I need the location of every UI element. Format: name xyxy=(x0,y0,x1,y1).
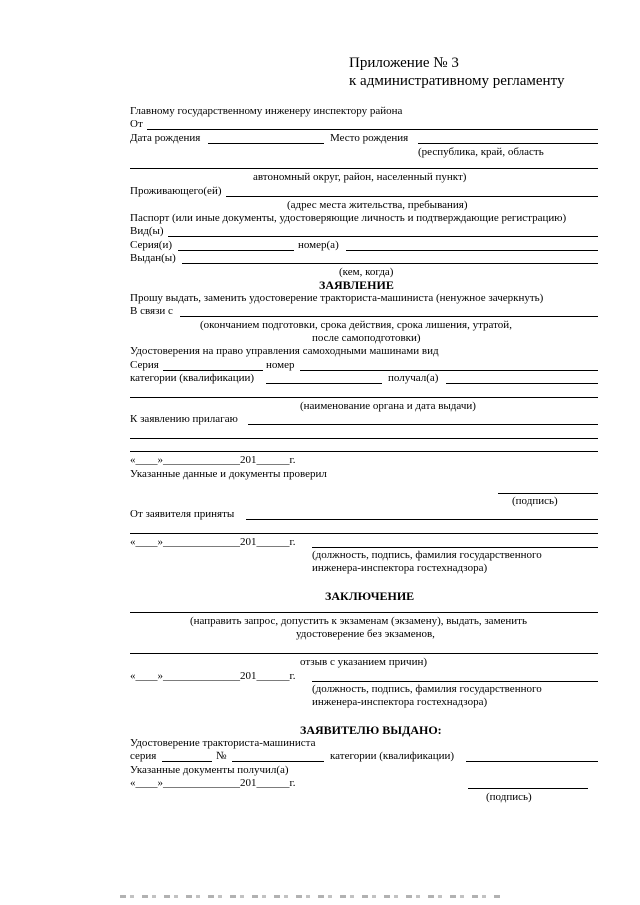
conclusion-official-line[interactable] xyxy=(312,681,598,682)
issued-line[interactable] xyxy=(182,263,598,264)
from-line[interactable] xyxy=(147,129,598,130)
license-number-line[interactable] xyxy=(300,370,598,371)
license-label: Удостоверения на право управления самоходными машинами вид xyxy=(130,345,439,357)
issued-number-label: № xyxy=(216,750,227,762)
accepted-line[interactable] xyxy=(246,519,598,520)
checker-signature-hint: (подпись) xyxy=(512,495,558,507)
regulation-reference: к административному регламенту xyxy=(349,73,565,89)
official-hint-2: инженера-инспектора гостехнадзора) xyxy=(312,562,488,574)
residing-hint: (адрес места жительства, пребывания) xyxy=(287,199,468,211)
appendix-number: Приложение № 3 xyxy=(349,55,459,71)
conclusion-title: ЗАКЛЮЧЕНИЕ xyxy=(325,589,415,603)
conclusion-hint: (направить запрос, допустить к экзаменам (экзамену), выдать, заменить xyxy=(190,615,528,627)
scan-artifact xyxy=(120,895,500,898)
categories-line[interactable] xyxy=(266,383,382,384)
official-hint: (должность, подпись, фамилия государственного xyxy=(312,549,542,561)
org-hint: (наименование органа и дата выдачи) xyxy=(300,400,476,412)
issued-number-line[interactable] xyxy=(232,761,324,762)
issued-series-label: серия xyxy=(130,750,157,762)
conclusion-line[interactable] xyxy=(130,612,598,613)
due-to-hint-2: после самоподготовки) xyxy=(312,332,421,344)
accepted-label: От заявителя приняты xyxy=(130,508,235,520)
issued-series-line[interactable] xyxy=(162,761,212,762)
issued-categories-label: категории (квалификации) xyxy=(330,750,455,762)
birth-place-label: Место рождения xyxy=(330,132,409,144)
residing-label: Проживающего(ей) xyxy=(130,185,222,197)
issued-label: Выдан(ы) xyxy=(130,252,176,264)
residing-line[interactable] xyxy=(226,196,598,197)
issued-signature-line[interactable] xyxy=(468,788,588,789)
license-number-label: номер xyxy=(266,359,295,371)
due-to-hint: (окончанием подготовки, срока действия, срока лишения, утратой, xyxy=(200,319,512,331)
request-text: Прошу выдать, заменить удостоверение тракториста-машиниста (ненужное зачеркнуть) xyxy=(130,292,544,304)
birth-place-line[interactable] xyxy=(418,143,598,144)
issued-categories-line[interactable] xyxy=(466,761,598,762)
accepted-line-2[interactable] xyxy=(130,533,598,534)
attach-line-3[interactable] xyxy=(130,451,598,452)
from-label: От xyxy=(130,118,143,130)
license-series-line[interactable] xyxy=(163,370,263,371)
received-label: получал(а) xyxy=(388,372,439,384)
birth-place-hint-2: автономный округ, район, населенный пункт) xyxy=(253,171,467,183)
birth-date-line[interactable] xyxy=(208,143,324,144)
birth-place-hint: (республика, край, область xyxy=(418,146,544,158)
categories-label: категории (квалификации) xyxy=(130,372,255,384)
statement-title: ЗАЯВЛЕНИЕ xyxy=(319,278,394,292)
checked-label: Указанные данные и документы проверил xyxy=(130,468,327,480)
birth-date-label: Дата рождения xyxy=(130,132,201,144)
official-line[interactable] xyxy=(312,547,598,548)
received-docs-label: Указанные документы получил(а) xyxy=(130,764,289,776)
issued-title: ЗАЯВИТЕЛЮ ВЫДАНО: xyxy=(300,723,442,737)
series-line[interactable] xyxy=(178,250,294,251)
issued-signature-hint: (подпись) xyxy=(486,791,532,803)
review-hint: отзыв с указанием причин) xyxy=(300,656,428,668)
attach-line[interactable] xyxy=(248,424,598,425)
review-line[interactable] xyxy=(130,653,598,654)
license-series-label: Серия xyxy=(130,359,159,371)
doc-type-line[interactable] xyxy=(168,236,598,237)
conclusion-hint-2: удостоверение без экзаменов, xyxy=(296,628,435,640)
conclusion-date: «____»______________201______г. xyxy=(130,670,296,682)
conclusion-official-hint: (должность, подпись, фамилия государственного xyxy=(312,683,542,695)
number-label: номер(а) xyxy=(298,239,339,251)
doc-type-label: Вид(ы) xyxy=(130,225,164,237)
accepted-date: «____»______________201______г. xyxy=(130,536,296,548)
birth-place-line-2[interactable] xyxy=(130,168,598,169)
issued-license-label: Удостоверение тракториста-машиниста xyxy=(130,737,316,749)
addressee: Главному государственному инженеру инспектору района xyxy=(130,105,403,117)
checker-signature-line[interactable] xyxy=(498,493,598,494)
org-line[interactable] xyxy=(130,397,598,398)
series-label: Серия(и) xyxy=(130,239,173,251)
attach-label: К заявлению прилагаю xyxy=(130,413,238,425)
number-line[interactable] xyxy=(346,250,598,251)
passport-label: Паспорт (или иные документы, удостоверяющие личность и подтверждающие регистрацию) xyxy=(130,212,567,224)
due-to-label: В связи с xyxy=(130,305,173,317)
attach-line-2[interactable] xyxy=(130,438,598,439)
conclusion-official-hint-2: инженера-инспектора гостехнадзора) xyxy=(312,696,488,708)
issued-date: «____»______________201______г. xyxy=(130,777,296,789)
received-line[interactable] xyxy=(446,383,598,384)
issued-hint: (кем, когда) xyxy=(339,266,394,278)
due-to-line[interactable] xyxy=(180,316,598,317)
statement-date: «____»______________201______г. xyxy=(130,454,296,466)
